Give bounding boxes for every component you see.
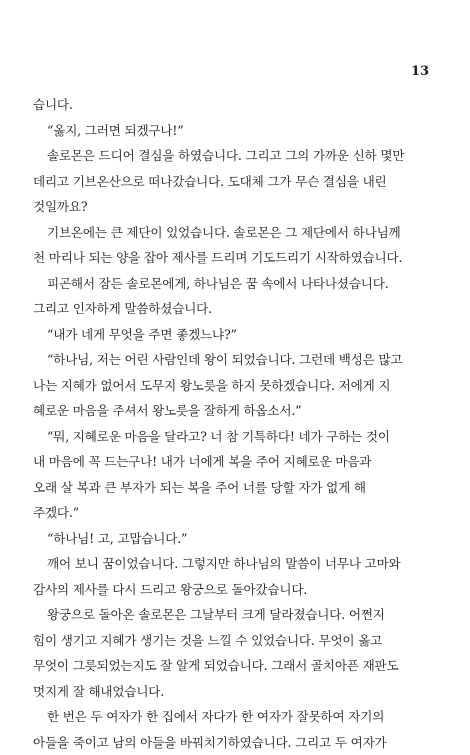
text-line: 솔로몬은 드디어 결심을 하였습니다. 그리고 그의 가까운 신하 몇만 <box>33 143 443 169</box>
text-line: 것일까요? <box>33 194 443 220</box>
body-text <box>33 92 443 755</box>
text-line: 감사의 제사를 다시 드리고 왕궁으로 돌아갔습니다. <box>33 577 443 603</box>
text-line: 한 번은 두 여자가 한 집에서 자다가 한 여자가 잘못하여 자기의 <box>33 704 443 730</box>
text-line: “내가 네게 무엇을 주면 좋겠느냐?” <box>33 322 443 348</box>
text-line: “하나님! 고, 고맙습니다.” <box>33 526 443 552</box>
text-line: 나는 지혜가 없어서 도무지 왕노릇을 하지 못하겠습니다. 저에게 지 <box>33 373 443 399</box>
text-line: 깨어 보니 꿈이었습니다. 그렇지만 하나님의 말씀이 너무나 고마와 <box>33 551 443 577</box>
text-line: 왕궁으로 돌아온 솔로몬은 그날부터 크게 달라졌습니다. 어쩐지 <box>33 602 443 628</box>
page-number: 13 <box>411 64 429 79</box>
text-line: 데리고 기브온산으로 떠나갔습니다. 도대체 그가 무슨 결심을 내린 <box>33 169 443 195</box>
text-line: 그리고 인자하게 말씀하셨습니다. <box>33 296 443 322</box>
text-line: 기브온에는 큰 제단이 있었습니다. 솔로몬은 그 제단에서 하나님께 <box>33 220 443 246</box>
text-line: 힘이 생기고 지혜가 생기는 것을 느낄 수 있었습니다. 무엇이 옳고 <box>33 628 443 654</box>
text-line: 내 마음에 꼭 드는구나! 내가 너에게 복을 주어 지혜로운 마음과 <box>33 449 443 475</box>
text-line: 습니다. <box>33 92 443 118</box>
text-line: “뭐, 지혜로운 마음을 달라고? 너 참 기특하다! 네가 구하는 것이 <box>33 424 443 450</box>
text-line: 피곤해서 잠든 솔로몬에게, 하나님은 꿈 속에서 나타나셨습니다. <box>33 271 443 297</box>
text-line: 혜로운 마음을 주셔서 왕노릇을 잘하게 하옵소서.” <box>33 398 443 424</box>
text-line: 아들을 죽이고 남의 아들을 바꿔치기하였습니다. 그리고 두 여자가 <box>33 730 443 755</box>
text-line: 무엇이 그릇되었는지도 잘 알게 되었습니다. 그래서 골치아픈 재판도 <box>33 653 443 679</box>
text-line: 오래 살 복과 큰 부자가 되는 복을 주어 너를 당할 자가 없게 해 <box>33 475 443 501</box>
text-line: 멋지게 잘 해내었습니다. <box>33 679 443 705</box>
text-line: “옳지, 그러면 되겠구나!” <box>33 118 443 144</box>
text-line: “하나님, 저는 어린 사람인데 왕이 되었습니다. 그런데 백성은 많고 <box>33 347 443 373</box>
text-line: 천 마리나 되는 양을 잡아 제사를 드리며 기도드리기 시작하였습니다. <box>33 245 443 271</box>
text-line: 주겠다.” <box>33 500 443 526</box>
